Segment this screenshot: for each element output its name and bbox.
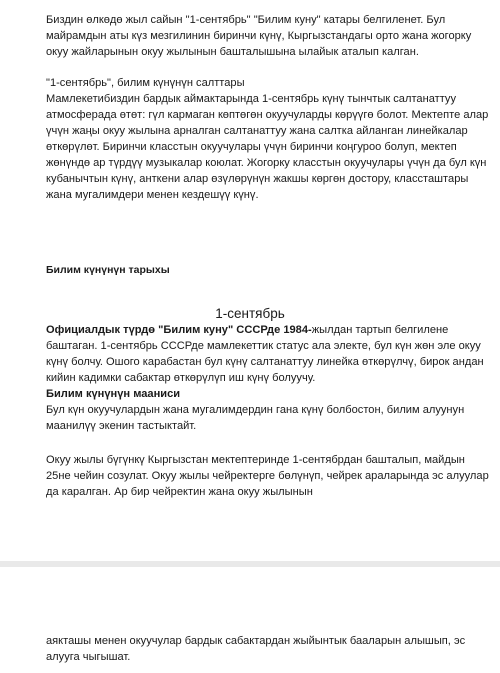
official-paragraph <box>46 322 490 386</box>
intro-paragraph: Биздин өлкөдө жыл сайын "1-сентябрь" "Билим куну" катары белгиленет. Бул майрамдын аты күз мезгилинин биринчи күнү, Кыргызстандагы орто жана жогорку окуу жайларынын окуу жылынын башталышына ылайык аталып калган. <box>46 14 472 58</box>
school-year-paragraph: Окуу жылы бүгүнкү Кыргызстан мектептеринде 1-сентябрдан башталып, майдын 25не чейин созулат. Окуу жылы чейректерге бөлүнүп, чейрек араларында эс алуулар да каралган. Ар бир чейректин жана окуу жылынын <box>46 454 489 498</box>
meaning-heading: Билим күнүнүн мааниси <box>46 388 181 400</box>
continued-paragraph: аякташы менен окуучулар бардык сабактардан жыйынтык бааларын алышып, эс алууга чыгышат. <box>46 635 466 663</box>
official-bold-text: Официалдык түрдө "Билим куну" СССРде 1984- <box>46 324 312 336</box>
traditions-title: "1-сентябрь", билим күнүнүн салттары <box>46 77 245 89</box>
history-heading: Билим күнүнүн тарыхы <box>46 264 170 276</box>
meaning-paragraph: Бул күн окуучулардын жана мугалимдердин гана күнү болбостон, билим алуунун маанилүү экенин тастыктайт. <box>46 404 465 432</box>
traditions-paragraph: Мамлекетибиздин бардык аймактарында 1-сентябрь күнү тынчтык салтанаттуу атмосферада өтөт: гүл кармаган көптөгөн окуучуларды көрүүгө болот. Мектепте алар үчүн жаңы окуу жылына арналган салтанаттуу жана салтка айланган линейкалар өткөрүлөт. Биринчи класстын окуучулары үчүн биринчи коңгуроо болуп, мектеп жөнүндө ар түрдүү музыкалар коюлат. Жогорку класстын окуучулары үчүн да бул күн кубанычтын күнү, анткени алар өзүлөрүнүн жакшы көргөн достору, классташтары жана мугалимдери менен кездешүү күнү. <box>46 93 489 201</box>
official-rest-text: жылдан тартып белгилене баштаган. 1-сентябрь СССРде мамлекеттик статус ала электе, бул күн жөн эле окуу күнү болчу. Ошого карабастан бул күнү салтанаттуу линейка өткөрүлчү, бирок андан кийин кадимки сабактар өткөрүлүп иш күнү болуучу. <box>46 324 484 384</box>
date-title: 1-сентябрь <box>215 305 285 321</box>
